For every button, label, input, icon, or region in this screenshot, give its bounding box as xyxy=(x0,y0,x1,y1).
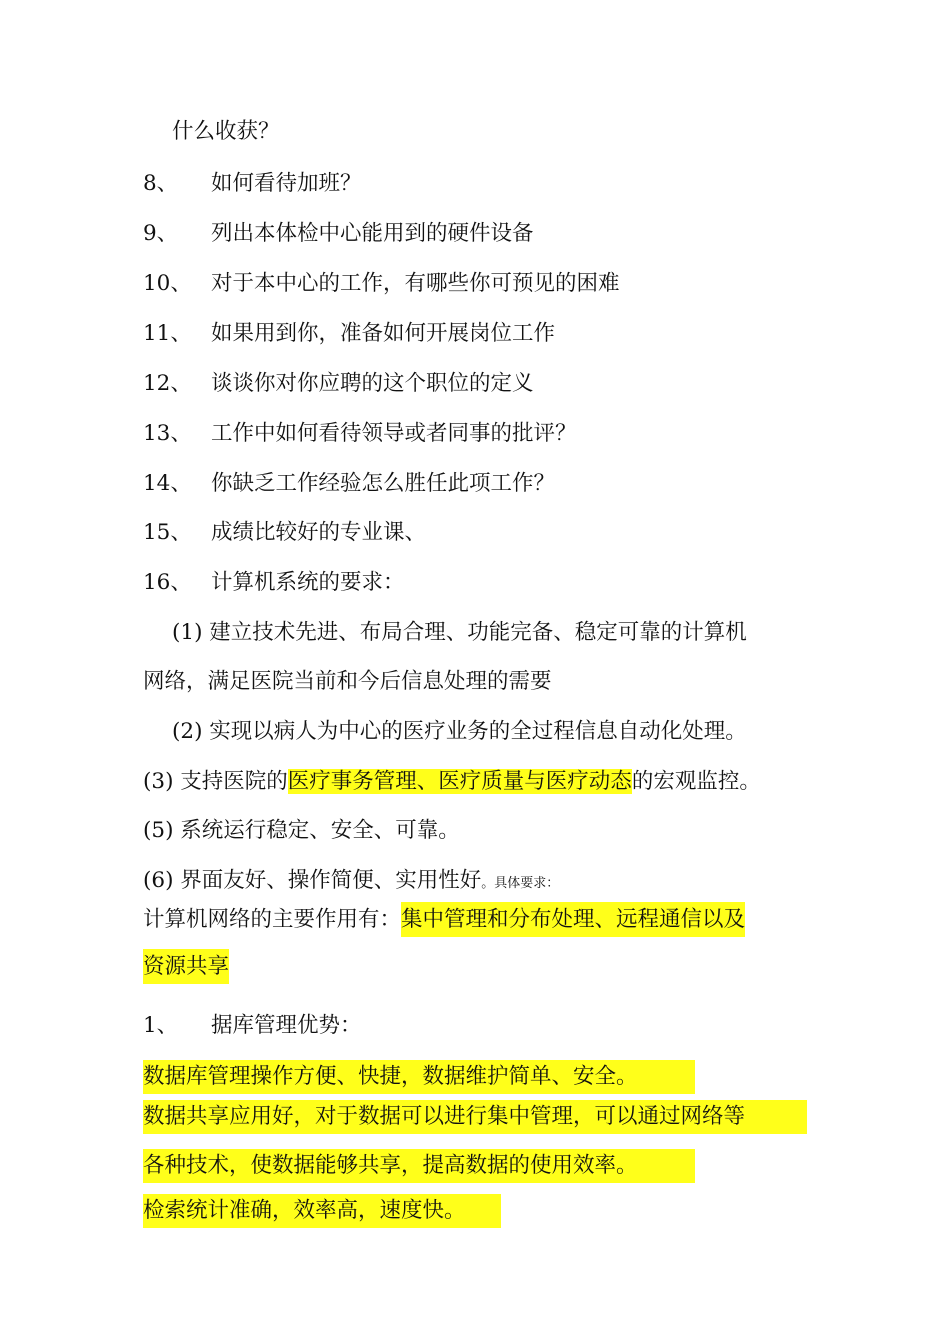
highlighted-text: 资源共享 xyxy=(143,949,229,984)
question-number: 16、 xyxy=(143,570,192,595)
question-text: 谈谈你对你应聘的这个职位的定义 xyxy=(211,371,534,396)
question-text: 计算机系统的要求： xyxy=(211,570,405,595)
requirement-1-continued xyxy=(143,668,552,696)
requirement-6 xyxy=(143,867,559,898)
question-text: 你缺乏工作经验怎么胜任此项工作？ xyxy=(211,471,556,496)
network-purpose-line xyxy=(143,906,745,934)
question-number: 14、 xyxy=(143,471,192,496)
question-text: 如果用到你，准备如何开展岗位工作 xyxy=(211,321,556,346)
question-number: 12、 xyxy=(143,371,192,396)
question-12 xyxy=(143,370,534,398)
requirement-1 xyxy=(172,619,747,647)
question-number: 13、 xyxy=(143,421,192,446)
highlighted-text: 集中管理和分布处理、远程通信以及 xyxy=(401,902,745,937)
question-number: 8、 xyxy=(143,171,179,196)
question-15 xyxy=(143,519,426,547)
question-16 xyxy=(143,569,405,597)
highlight-line-4 xyxy=(143,1194,501,1228)
question-text: 列出本体检中心能用到的硬件设备 xyxy=(211,221,534,246)
small-note-text: 。具体要求： xyxy=(481,876,560,891)
highlighted-text: 数据共享应用好，对于数据可以进行集中管理，可以通过网络等 xyxy=(143,1100,807,1134)
line-text: 什么收获？ xyxy=(172,119,280,144)
highlight-line-1 xyxy=(143,1060,695,1094)
database-advantages-heading xyxy=(143,1012,362,1040)
highlighted-text: 数据库管理操作方便、快捷，数据维护简单、安全。 xyxy=(143,1060,695,1094)
highlighted-text: 各种技术，使数据能够共享，提高数据的使用效率。 xyxy=(143,1149,695,1183)
network-purpose-continued xyxy=(143,953,229,981)
heading-text: 据库管理优势： xyxy=(211,1013,362,1038)
requirement-2 xyxy=(172,718,747,746)
requirement-text: (6) 界面友好、操作简便、实用性好 xyxy=(143,868,482,893)
highlighted-text: 医疗事务管理、医疗质量与医疗动态 xyxy=(287,769,632,794)
question-13 xyxy=(143,420,577,448)
question-8 xyxy=(143,170,362,198)
requirement-5 xyxy=(143,817,460,845)
question-number: 15、 xyxy=(143,520,192,545)
question-text: 工作中如何看待领导或者同事的批评？ xyxy=(211,421,577,446)
paragraph-text: 计算机网络的主要作用有： xyxy=(143,907,402,932)
requirement-text: (5) 系统运行稳定、安全、可靠。 xyxy=(143,818,460,843)
question-9 xyxy=(143,220,534,248)
requirement-text: (3) 支持医院的 xyxy=(143,769,288,794)
question-text: 对于本中心的工作，有哪些你可预见的困难 xyxy=(211,271,620,296)
question-number: 10、 xyxy=(143,271,192,296)
continued-line xyxy=(172,118,280,146)
highlight-line-3 xyxy=(143,1149,695,1183)
requirement-text: 的宏观监控。 xyxy=(631,769,761,794)
list-number: 1、 xyxy=(143,1013,179,1038)
requirement-3 xyxy=(143,768,761,796)
question-10 xyxy=(143,270,620,298)
question-text: 成绩比较好的专业课、 xyxy=(211,520,427,545)
highlight-line-2 xyxy=(143,1100,807,1134)
highlighted-text: 检索统计准确，效率高，速度快。 xyxy=(143,1194,501,1228)
question-11 xyxy=(143,320,555,348)
question-text: 如何看待加班？ xyxy=(211,171,362,196)
question-number: 11、 xyxy=(143,321,192,346)
requirement-text: 网络，满足医院当前和今后信息处理的需要 xyxy=(143,669,552,694)
question-number: 9、 xyxy=(143,221,179,246)
question-14 xyxy=(143,470,555,498)
requirement-text: (1) 建立技术先进、布局合理、功能完备、稳定可靠的计算机 xyxy=(172,620,747,645)
requirement-text: (2) 实现以病人为中心的医疗业务的全过程信息自动化处理。 xyxy=(172,719,747,744)
